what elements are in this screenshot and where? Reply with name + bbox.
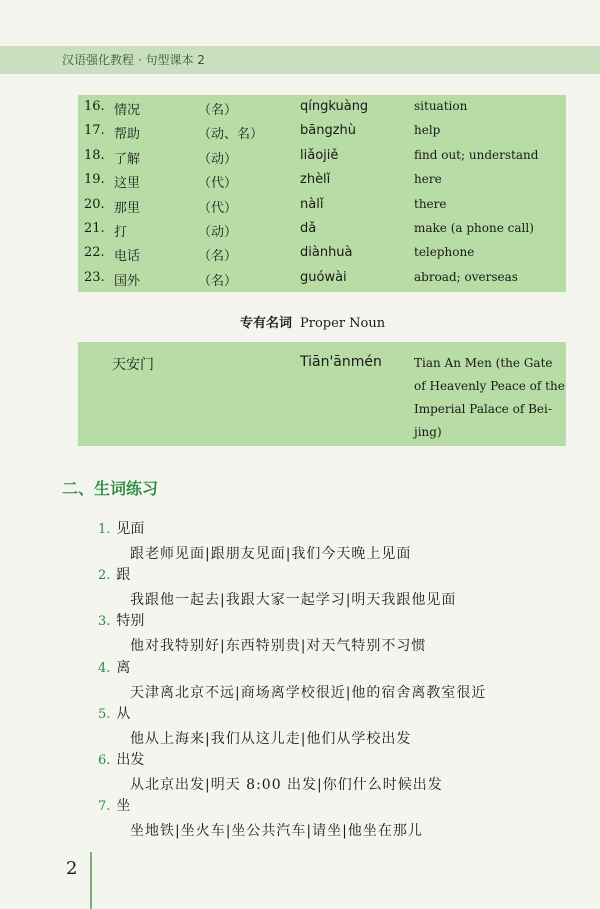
vocab-english: situation bbox=[414, 99, 468, 113]
vocab-word: 电话 bbox=[114, 249, 141, 265]
exercise-term: 坐 bbox=[116, 798, 131, 815]
exercise-number: 3. bbox=[98, 614, 111, 630]
vocab-word: 了解 bbox=[114, 151, 141, 167]
vocab-english: help bbox=[414, 123, 441, 138]
vocab-word: 国外 bbox=[114, 273, 141, 289]
vocab-row bbox=[78, 270, 566, 294]
vocab-english: find out; understand bbox=[414, 147, 539, 162]
exercise-number: 1. bbox=[98, 522, 111, 537]
exercise-sentence: 从北京出发|明天 8:00 出发|你们什么时候出发 bbox=[130, 777, 443, 793]
page-number: 2 bbox=[66, 858, 78, 879]
vocab-word: 打 bbox=[114, 225, 128, 240]
proper-english bbox=[414, 352, 565, 444]
vocab-row bbox=[78, 245, 566, 269]
vocab-pinyin: dǎ bbox=[300, 221, 317, 236]
exercise-term: 离 bbox=[116, 659, 131, 676]
vocab-row bbox=[78, 221, 566, 245]
exercise-number: 5. bbox=[98, 706, 111, 722]
vocab-word: 这里 bbox=[114, 176, 141, 192]
vocab-english: telephone bbox=[414, 245, 475, 260]
vocab-num: 17. bbox=[84, 123, 105, 139]
exercise-item bbox=[0, 610, 600, 660]
exercise-word bbox=[98, 749, 144, 769]
vocab-word: 情况 bbox=[114, 103, 141, 118]
exercise-number: 4. bbox=[98, 660, 111, 676]
exercise-term: 特别 bbox=[116, 613, 145, 630]
proper-english-line: Imperial Palace of Bei- bbox=[414, 402, 552, 416]
vocab-row bbox=[78, 99, 566, 123]
exercise-number: 6. bbox=[98, 753, 111, 768]
exercise-number: 2. bbox=[98, 568, 111, 584]
exercise-sentence: 他对我特别好|东西特别贵|对天气特别不习惯 bbox=[130, 638, 427, 655]
vocab-num: 18. bbox=[84, 147, 105, 163]
exercise-item bbox=[0, 564, 600, 614]
vocab-english: make (a phone call) bbox=[414, 221, 534, 235]
header-title: 汉语强化教程 · 句型课本 2 bbox=[62, 53, 205, 67]
exercise-sentence: 坐地铁|坐火车|坐公共汽车|请坐|他坐在那儿 bbox=[130, 823, 423, 840]
exercise-sentence: 跟老师见面|跟朋友见面|我们今天晚上见面 bbox=[130, 546, 412, 562]
vocab-pos: （动） bbox=[198, 225, 238, 240]
vocab-pos: （代） bbox=[198, 200, 238, 216]
exercise-item bbox=[0, 749, 600, 799]
exercise-item bbox=[0, 703, 600, 753]
exercise-word bbox=[98, 657, 130, 677]
vocab-num: 21. bbox=[84, 221, 105, 236]
vocab-pinyin: nàlǐ bbox=[300, 196, 324, 212]
exercise-term: 见面 bbox=[116, 521, 145, 537]
section-title: 二、生词练习 bbox=[62, 479, 159, 498]
exercise-word bbox=[98, 703, 130, 723]
margin-line bbox=[90, 852, 92, 909]
exercise-sentence: 天津离北京不远|商场离学校很近|他的宿舍离教室很近 bbox=[130, 684, 487, 701]
vocab-pinyin: zhèlǐ bbox=[300, 172, 331, 188]
vocab-pinyin: guówài bbox=[300, 269, 347, 285]
vocab-row bbox=[78, 172, 566, 196]
vocab-row bbox=[78, 148, 566, 172]
proper-noun-box bbox=[78, 342, 566, 446]
exercise-word bbox=[98, 610, 144, 630]
vocab-num: 20. bbox=[84, 196, 105, 212]
proper-title-cn: 专有名词 bbox=[240, 316, 293, 331]
exercise-term: 从 bbox=[116, 705, 131, 722]
exercise-sentence: 他从上海来|我们从这儿走|他们从学校出发 bbox=[130, 730, 412, 747]
exercise-item bbox=[0, 518, 600, 568]
vocab-english: here bbox=[414, 172, 442, 187]
proper-english-line: jing) bbox=[414, 425, 442, 439]
vocab-pinyin: bāngzhù bbox=[300, 123, 357, 139]
vocab-row bbox=[78, 197, 566, 221]
vocab-pos: （名） bbox=[198, 103, 238, 118]
vocab-num: 23. bbox=[84, 269, 105, 285]
vocab-english: there bbox=[414, 196, 447, 211]
exercise-item bbox=[0, 795, 600, 845]
vocab-pinyin: diànhuà bbox=[300, 245, 353, 261]
vocab-word: 那里 bbox=[114, 200, 141, 216]
vocab-pos: （名） bbox=[198, 249, 238, 265]
exercise-word bbox=[98, 518, 144, 538]
vocab-pos: （动、名） bbox=[198, 127, 264, 143]
proper-english-line: of Heavenly Peace of the bbox=[414, 379, 565, 393]
exercise-term: 跟 bbox=[116, 567, 131, 584]
vocab-pos: （动） bbox=[198, 151, 238, 167]
exercise-term: 出发 bbox=[116, 752, 145, 768]
vocab-row bbox=[78, 123, 566, 147]
proper-pinyin: Tiān'ānmén bbox=[300, 354, 382, 370]
proper-english-line: Tian An Men (the Gate bbox=[414, 356, 553, 370]
exercise-item bbox=[0, 657, 600, 707]
page-header bbox=[0, 46, 600, 74]
exercise-word bbox=[98, 564, 130, 584]
vocab-pinyin: liǎojiě bbox=[300, 147, 339, 163]
vocab-num: 16. bbox=[84, 99, 105, 114]
exercise-sentence: 我跟他一起去|我跟大家一起学习|明天我跟他见面 bbox=[130, 592, 457, 609]
vocab-num: 19. bbox=[84, 172, 105, 188]
vocabulary-table bbox=[78, 95, 566, 292]
proper-title-en: Proper Noun bbox=[300, 316, 386, 331]
proper-word: 天安门 bbox=[112, 357, 154, 373]
exercise-word bbox=[98, 795, 130, 815]
vocab-num: 22. bbox=[84, 245, 105, 261]
vocab-english: abroad; overseas bbox=[414, 269, 518, 284]
vocab-pos: （代） bbox=[198, 176, 238, 192]
vocab-word: 帮助 bbox=[114, 127, 141, 143]
proper-noun-title bbox=[240, 312, 385, 331]
exercise-number: 7. bbox=[98, 799, 111, 815]
vocab-pos: （名） bbox=[198, 273, 238, 289]
vocab-pinyin: qíngkuàng bbox=[300, 99, 369, 114]
